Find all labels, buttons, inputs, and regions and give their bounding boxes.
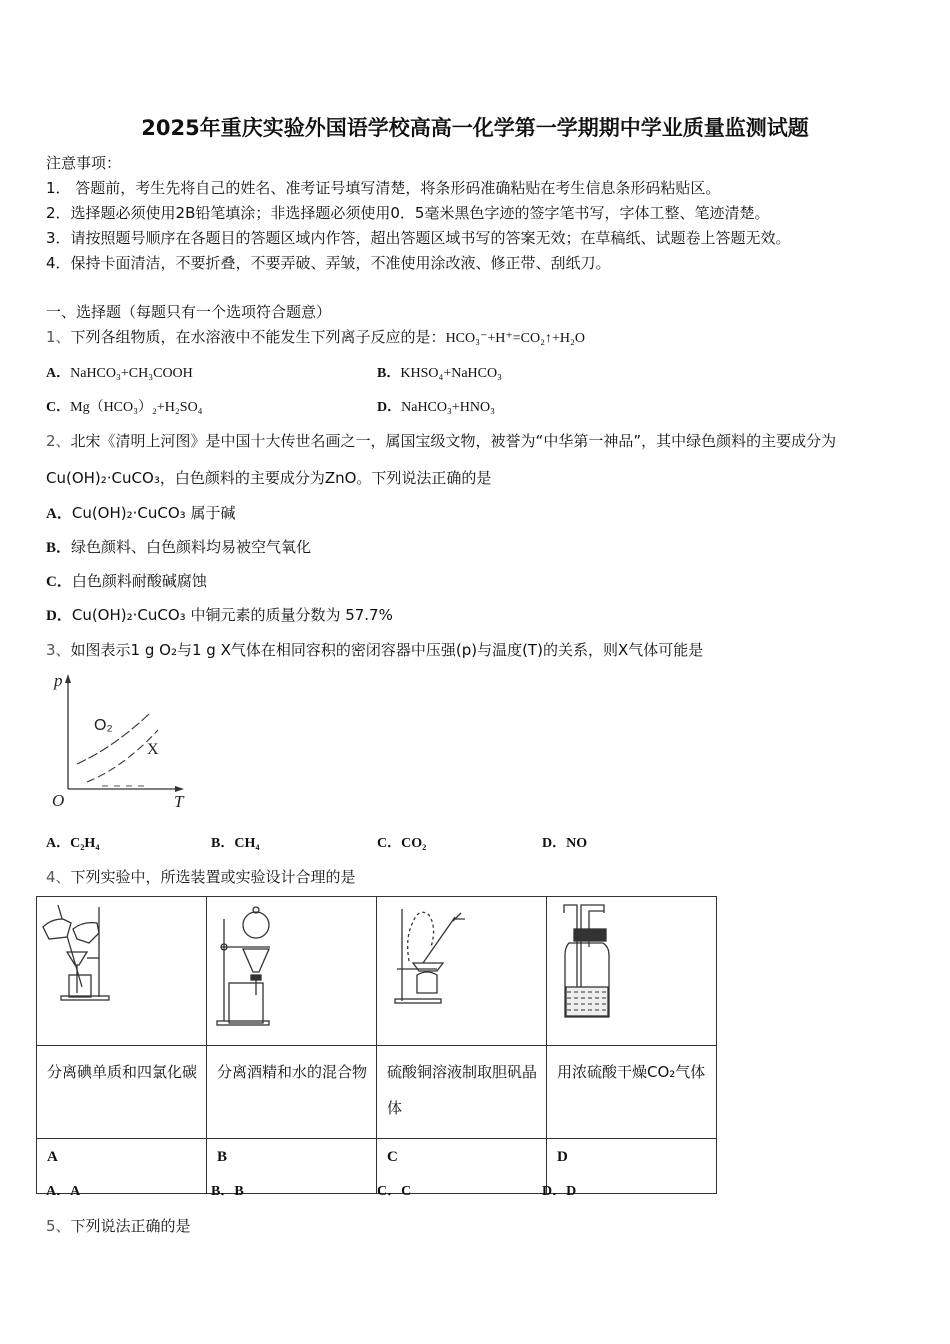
experiment-description: 分离碘单质和四氯化碳: [37, 1046, 207, 1139]
option-text: C₂H₄: [70, 836, 100, 851]
question-text: 下列实验中，所选装置或实验设计合理的是: [70, 868, 356, 886]
option-text: B: [234, 1184, 244, 1199]
x-axis-label: T: [174, 792, 184, 811]
option-text: CH₄: [234, 836, 260, 851]
option-letter: B．: [211, 1184, 235, 1199]
ion-equation: HCO₃⁻+H⁺=CO₂↑+H₂O: [445, 331, 586, 346]
question-3-stem: [46, 639, 703, 660]
experiment-description: 硫酸铜溶液制取胆矾晶体: [377, 1046, 547, 1139]
experiment-letter: D: [547, 1139, 717, 1194]
gas-washing-bottle-icon: [547, 897, 716, 1041]
notice-item: 2．选择题必须使用2B铅笔填涂；非选择题必须使用0．5毫米黑色字迹的签字笔书写，字体工整、笔迹清楚。: [46, 204, 770, 222]
option-text: NaHCO₃+HNO₃: [401, 400, 495, 415]
option-text: Cu(OH)₂·CuCO₃ 中铜元素的质量分数为 57.7%: [71, 606, 393, 624]
evaporation-apparatus-cell: [377, 897, 547, 1046]
option-letter: B．: [46, 540, 72, 556]
option-letter: A．: [46, 836, 71, 851]
notice-item: 4．保持卡面清洁，不要折叠，不要弄破、弄皱，不准使用涂改液、修正带、刮纸刀。: [46, 254, 611, 272]
question-5-stem: [46, 1215, 191, 1236]
notice-item: 1． 答题前，考生先将自己的姓名、准考证号填写清楚，将条形码准确粘贴在考生信息条形码粘贴区。: [46, 179, 721, 197]
question-number: 1、: [46, 328, 71, 346]
pressure-temperature-graph: [44, 672, 194, 812]
question-text: 下列说法正确的是: [70, 1217, 191, 1235]
option-letter: C．: [377, 836, 402, 851]
experiment-letter: A: [37, 1139, 207, 1194]
origin-label: O: [52, 791, 65, 810]
option-d[interactable]: [542, 832, 587, 852]
experiment-table: [36, 896, 717, 1194]
question-number: 4、: [46, 868, 71, 886]
option-a[interactable]: [46, 832, 100, 852]
option-a[interactable]: [46, 1180, 80, 1200]
page-title: 2025年重庆实验外国语学校高高一化学第一学期期中学业质量监测试题: [141, 116, 809, 140]
description-row: [37, 1046, 717, 1139]
option-letter: A．: [46, 366, 71, 381]
option-d[interactable]: [46, 604, 393, 625]
question-number: 2、: [46, 432, 71, 450]
option-letter: D．: [542, 836, 567, 851]
option-d[interactable]: [542, 1180, 576, 1200]
option-text: NO: [566, 836, 588, 851]
option-text: NaHCO₃+CH₃COOH: [70, 366, 193, 381]
option-a[interactable]: [46, 362, 193, 382]
option-b[interactable]: [377, 362, 502, 382]
section-heading: 一、选择题（每题只有一个选项符合题意）: [46, 303, 332, 321]
option-text: Cu(OH)₂·CuCO₃ 属于碱: [71, 504, 236, 522]
question-text: 下列各组物质，在水溶液中不能发生下列离子反应的是：: [70, 328, 446, 346]
gas-washing-bottle-cell: [547, 897, 717, 1046]
option-c[interactable]: [46, 570, 207, 591]
option-b[interactable]: [211, 832, 260, 852]
option-c[interactable]: [377, 832, 426, 852]
option-letter: D．: [377, 400, 402, 415]
option-b[interactable]: [211, 1180, 244, 1200]
option-letter: D．: [542, 1184, 567, 1199]
option-text: Mg（HCO₃）₂+H₂SO₄: [70, 400, 203, 415]
option-text: A: [70, 1184, 81, 1199]
notice-item: 3．请按照题号顺序在各题目的答题区域内作答，超出答题区域书写的答案无效；在草稿纸、试题卷上答题无效。: [46, 229, 791, 247]
separatory-funnel-icon: [207, 897, 376, 1041]
question-text: 北宋《清明上河图》是中国十大传世名画之一，属国宝级文物，被誉为“中华第一神品”，其中绿色颜料的主要成分为: [70, 432, 837, 450]
option-letter: C．: [377, 1184, 402, 1199]
question-text: 如图表示1 g O₂与1 g X气体在相同容积的密闭容器中压强(p)与温度(T)的关系，则X气体可能是: [70, 641, 704, 659]
option-text: 绿色颜料、白色颜料均易被空气氧化: [71, 538, 312, 556]
option-c[interactable]: [377, 1180, 411, 1200]
option-text: CO₂: [401, 836, 427, 851]
experiment-description: 用浓硫酸干燥CO₂气体: [547, 1046, 717, 1139]
option-d[interactable]: [377, 396, 495, 416]
filtration-apparatus-icon: [37, 897, 206, 1041]
option-c[interactable]: [46, 396, 203, 416]
option-letter: C．: [46, 574, 72, 590]
filtration-apparatus-cell: [37, 897, 207, 1046]
option-letter: D．: [46, 608, 72, 624]
experiment-description: 分离酒精和水的混合物: [207, 1046, 377, 1139]
option-letter: A．: [46, 1184, 71, 1199]
option-text: C: [401, 1184, 412, 1199]
experiment-letter: C: [377, 1139, 547, 1194]
option-letter: C．: [46, 400, 71, 415]
curve-label-o2: O₂: [94, 717, 113, 734]
question-2-stem-line2: Cu(OH)₂·CuCO₃，白色颜料的主要成分为ZnO。下列说法正确的是: [46, 469, 492, 487]
question-2-stem-line1: [46, 430, 836, 451]
question-number: 5、: [46, 1217, 71, 1235]
experiment-letter: B: [207, 1139, 377, 1194]
question-number: 3、: [46, 641, 71, 659]
option-letter: B．: [377, 366, 401, 381]
option-letter: B．: [211, 836, 235, 851]
option-a[interactable]: [46, 502, 235, 523]
separatory-funnel-apparatus-cell: [207, 897, 377, 1046]
option-text: 白色颜料耐酸碱腐蚀: [71, 572, 207, 590]
evaporation-apparatus-icon: [377, 897, 546, 1041]
option-letter: A．: [46, 506, 72, 522]
curve-label-x: X: [147, 741, 159, 758]
image-row: [37, 897, 717, 1046]
option-b[interactable]: [46, 536, 311, 557]
notice-heading: 注意事项：: [46, 154, 122, 172]
question-4-stem: [46, 866, 356, 887]
question-1-stem: [46, 326, 585, 347]
option-text: D: [566, 1184, 577, 1199]
y-axis-label: p: [54, 672, 63, 690]
option-text: KHSO₄+NaHCO₃: [400, 366, 503, 381]
